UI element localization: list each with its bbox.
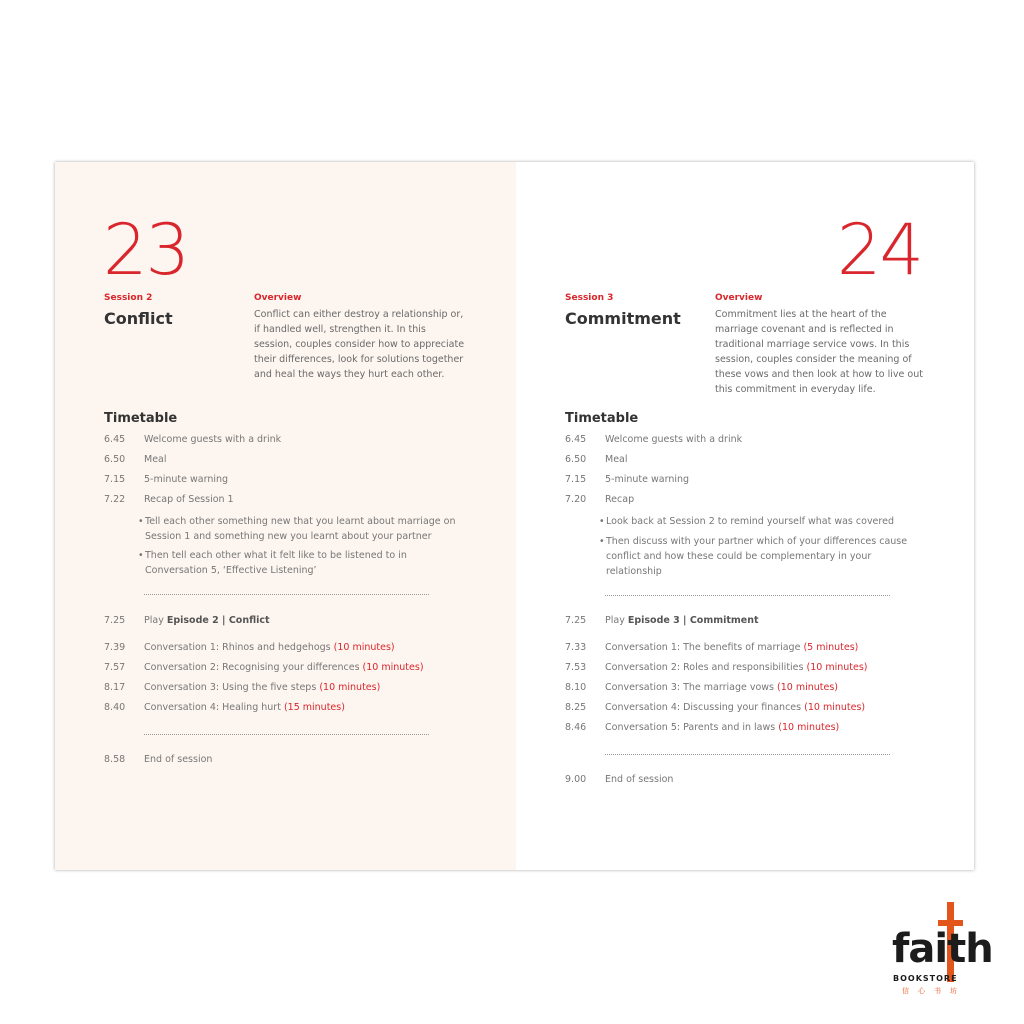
play-prefix: Play xyxy=(144,615,167,626)
conversation-text: Conversation 5: Parents and in laws xyxy=(605,722,779,733)
end-row xyxy=(565,774,673,785)
row-time: 6.50 xyxy=(104,454,126,465)
conversation-row xyxy=(565,722,839,733)
row-time: 7.20 xyxy=(565,494,587,505)
end-text: End of session xyxy=(144,754,213,765)
conversation-duration: (5 minutes) xyxy=(803,642,859,653)
row-time: 7.57 xyxy=(104,662,126,673)
timetable-row xyxy=(104,494,234,505)
conversation-text: Conversation 3: Using the five steps xyxy=(144,682,320,693)
conversation-row xyxy=(565,662,867,673)
dotted-divider xyxy=(144,594,429,595)
logo-subtitle: BOOKSTORE xyxy=(893,974,958,983)
conversation-duration: (10 minutes) xyxy=(778,722,840,733)
conversation-row xyxy=(104,662,424,673)
play-row xyxy=(565,615,759,626)
row-time: 7.15 xyxy=(565,474,587,485)
conversation-duration: (10 minutes) xyxy=(362,662,424,673)
conversation-duration: (10 minutes) xyxy=(777,682,839,693)
play-row xyxy=(104,615,270,626)
conversation-duration: (10 minutes) xyxy=(806,662,868,673)
row-text: Meal xyxy=(144,454,167,465)
overview-text: Conflict can either destroy a relationship or, if handled well, strengthen it. In this session, couples consider how to appreciate their differences, look for solutions together and heal the ways they hurt each other. xyxy=(254,309,465,380)
row-time: 7.22 xyxy=(104,494,126,505)
row-text: Recap of Session 1 xyxy=(144,494,234,505)
dotted-divider xyxy=(605,595,890,596)
conversation-row xyxy=(565,682,838,693)
bullet-text: Then discuss with your partner which of your differences cause conflict and how these could be complementary in your relationship xyxy=(606,536,908,577)
timetable-row xyxy=(104,474,228,485)
play-prefix: Play xyxy=(605,615,628,626)
session-label: Session 2 xyxy=(104,293,153,303)
row-text: Meal xyxy=(605,454,628,465)
timetable-row xyxy=(104,454,167,465)
conversation-text: Conversation 1: The benefits of marriage xyxy=(605,642,804,653)
left-page xyxy=(55,162,516,870)
logo-wordmark: faith xyxy=(892,926,993,972)
timetable-row xyxy=(104,434,281,445)
row-time: 6.50 xyxy=(565,454,587,465)
conversation-row xyxy=(565,642,858,653)
overview-label: Overview xyxy=(254,293,302,303)
conversation-text: Conversation 1: Rhinos and hedgehogs xyxy=(144,642,334,653)
row-time: 8.10 xyxy=(565,682,587,693)
dotted-divider xyxy=(144,734,429,735)
conversation-duration: (15 minutes) xyxy=(283,702,345,713)
row-time: 8.46 xyxy=(565,722,587,733)
book-spread xyxy=(55,162,974,870)
end-text: End of session xyxy=(605,774,674,785)
page-number: 24 xyxy=(836,209,922,291)
end-row xyxy=(104,754,212,765)
episode-title: Episode 2 | Conflict xyxy=(166,615,270,626)
bullet-text: Look back at Session 2 to remind yourself what was covered xyxy=(606,516,894,527)
conversation-text: Conversation 3: The marriage vows xyxy=(605,682,778,693)
row-time: 7.25 xyxy=(104,615,126,626)
row-time: 7.39 xyxy=(104,642,126,653)
faith-bookstore-logo xyxy=(892,902,992,1002)
bullet-text: Tell each other something new that you learnt about marriage on Session 1 and something new you learnt about your partner xyxy=(145,516,456,542)
conversation-row xyxy=(565,702,865,713)
row-text: Welcome guests with a drink xyxy=(144,434,282,445)
conversation-text: Conversation 2: Roles and responsibilities xyxy=(605,662,807,673)
row-time: 6.45 xyxy=(565,434,587,445)
row-time: 8.25 xyxy=(565,702,587,713)
conversation-duration: (10 minutes) xyxy=(319,682,381,693)
conversation-duration: (10 minutes) xyxy=(804,702,866,713)
row-time: 7.33 xyxy=(565,642,587,653)
conversation-text: Conversation 2: Recognising your differences xyxy=(144,662,363,673)
conversation-row xyxy=(104,642,395,653)
row-time: 6.45 xyxy=(104,434,126,445)
row-text: Welcome guests with a drink xyxy=(605,434,743,445)
row-text: 5-minute warning xyxy=(605,474,690,485)
timetable-row xyxy=(565,494,634,505)
row-time: 9.00 xyxy=(565,774,587,785)
conversation-row xyxy=(104,702,345,713)
row-text: Recap xyxy=(605,494,635,505)
conversation-text: Conversation 4: Healing hurt xyxy=(144,702,284,713)
bullet-item: • Then tell each other what it felt like to be listened to in Conversation 5, ‘Effective Listening’ xyxy=(138,550,407,576)
bullet-item: • Tell each other something new that you learnt about marriage on Session 1 and something new you learnt about your partner xyxy=(138,516,456,542)
overview-label: Overview xyxy=(715,293,763,303)
session-label: Session 3 xyxy=(565,293,614,303)
session-title: Conflict xyxy=(104,309,173,328)
row-time: 8.40 xyxy=(104,702,126,713)
row-time: 8.58 xyxy=(104,754,126,765)
bullet-text: Then tell each other what it felt like to be listened to in Conversation 5, ‘Effective Listening’ xyxy=(145,550,407,576)
timetable-row xyxy=(565,474,689,485)
logo-chinese-text: 信心书坊 xyxy=(902,987,966,995)
right-page xyxy=(516,162,974,870)
conversation-row xyxy=(104,682,380,693)
page-number: 23 xyxy=(103,209,189,291)
conversation-duration: (10 minutes) xyxy=(333,642,395,653)
row-time: 8.17 xyxy=(104,682,126,693)
timetable-heading: Timetable xyxy=(565,411,639,426)
dotted-divider xyxy=(605,754,890,755)
timetable-heading: Timetable xyxy=(104,411,178,426)
row-text: 5-minute warning xyxy=(144,474,229,485)
row-time: 7.15 xyxy=(104,474,126,485)
timetable-row xyxy=(565,434,742,445)
row-time: 7.53 xyxy=(565,662,587,673)
bullet-item: • Look back at Session 2 to remind yourself what was covered xyxy=(599,516,894,527)
overview-text: Commitment lies at the heart of the marriage covenant and is reflected in traditional marriage service vows. In this session, couples consider the meaning of these vows and then look at how to live out this commitment in everyday life. xyxy=(715,309,923,395)
episode-title: Episode 3 | Commitment xyxy=(627,615,759,626)
timetable-row xyxy=(565,454,628,465)
row-time: 7.25 xyxy=(565,615,587,626)
session-title: Commitment xyxy=(565,309,681,328)
bullet-item: • Then discuss with your partner which of your differences cause conflict and how these could be complementary in your relationship xyxy=(599,536,908,577)
conversation-text: Conversation 4: Discussing your finances xyxy=(605,702,805,713)
